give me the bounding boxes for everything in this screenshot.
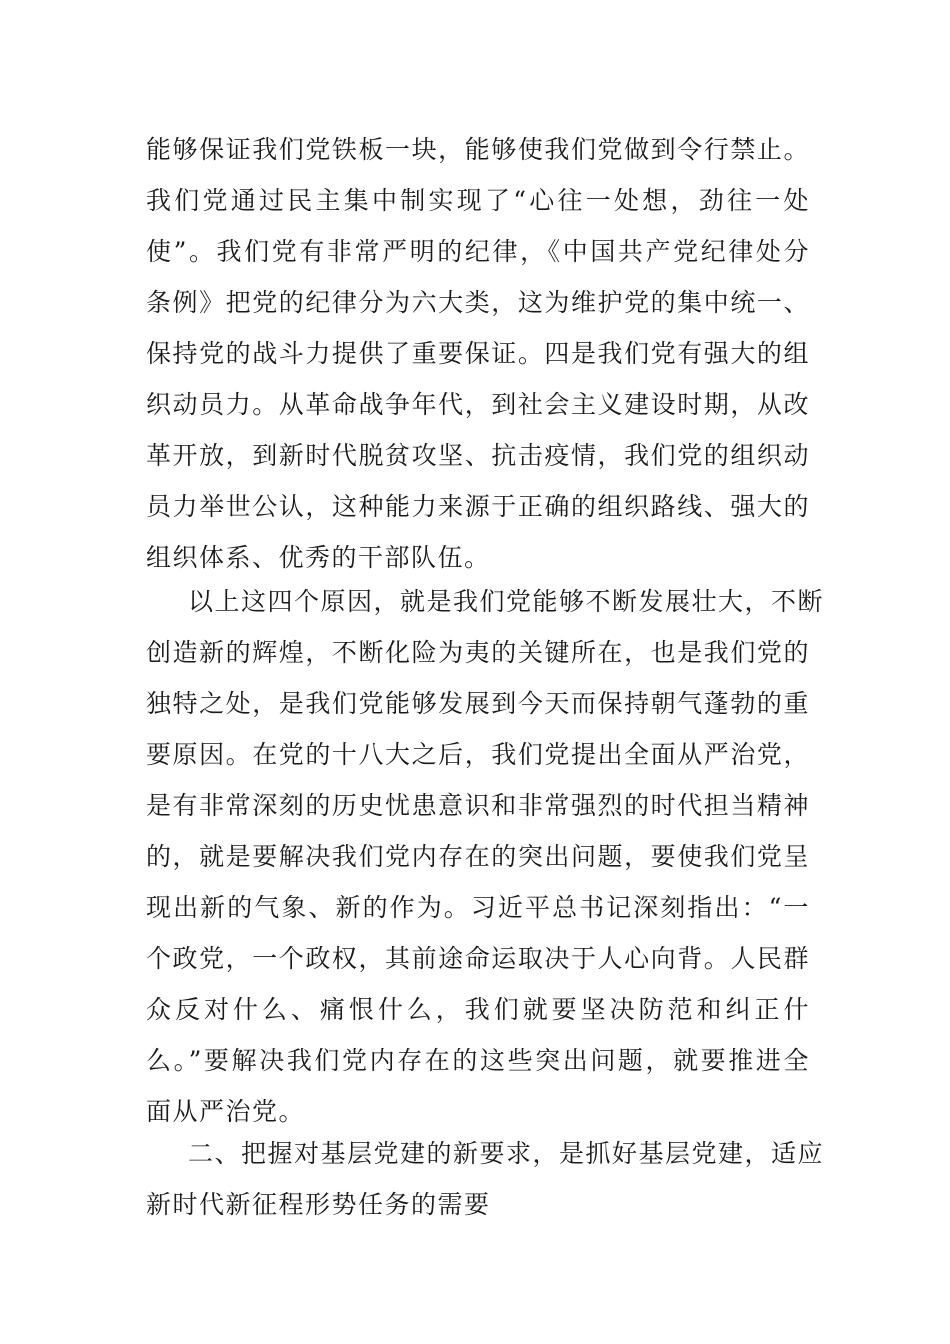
text-line: 使”。我们党有非常严明的纪律，《中国共产党纪律处分 xyxy=(146,237,810,266)
text-line: 条例》把党的纪律分为六大类，这为维护党的集中统一、 xyxy=(146,288,810,317)
text-line: 面从严治党。 xyxy=(146,1097,306,1126)
text-line: 现出新的气象、新的作为。习近平总书记深刻指出：“一 xyxy=(146,893,810,922)
text-line: 么。”要解决我们党内存在的这些突出问题，就要推进全 xyxy=(146,1046,810,1075)
text-line: 以上这四个原因，就是我们党能够不断发展壮大，不断 xyxy=(188,587,825,616)
heading-line: 二、把握对基层党建的新要求，是抓好基层党建，适应 xyxy=(188,1139,825,1168)
text-line: 创造新的辉煌，不断化险为夷的关键所在，也是我们党的 xyxy=(146,638,810,667)
section-heading xyxy=(146,1128,825,1230)
text-line: 众反对什么、痛恨什么，我们就要坚决防范和纠正什 xyxy=(146,995,810,1024)
text-line: 是有非常深刻的历史忧患意识和非常强烈的时代担当精神 xyxy=(146,791,810,820)
heading-line: 新时代新征程形势任务的需要 xyxy=(146,1190,491,1219)
text-line: 的，就是要解决我们党内存在的突出问题，要使我们党呈 xyxy=(146,842,810,871)
paragraph-2 xyxy=(146,576,825,1137)
text-line: 个政党，一个政权，其前途命运取决于人心向背。人民群 xyxy=(146,944,810,973)
text-line: 组织体系、优秀的干部队伍。 xyxy=(146,543,491,572)
text-line: 我们党通过民主集中制实现了“心往一处想，劲往一处 xyxy=(146,186,810,215)
paragraph-1 xyxy=(146,124,810,583)
text-line: 独特之处，是我们党能够发展到今天而保持朝气蓬勃的重 xyxy=(146,689,810,718)
text-line: 要原因。在党的十八大之后，我们党提出全面从严治党， xyxy=(146,740,810,769)
text-line: 能够保证我们党铁板一块，能够使我们党做到令行禁止。 xyxy=(146,135,810,164)
text-line: 织动员力。从革命战争年代，到社会主义建设时期，从改 xyxy=(146,390,810,419)
text-line: 员力举世公认，这种能力来源于正确的组织路线、强大的 xyxy=(146,492,810,521)
text-line: 革开放，到新时代脱贫攻坚、抗击疫情，我们党的组织动 xyxy=(146,441,810,470)
text-line: 保持党的战斗力提供了重要保证。四是我们党有强大的组 xyxy=(146,339,810,368)
